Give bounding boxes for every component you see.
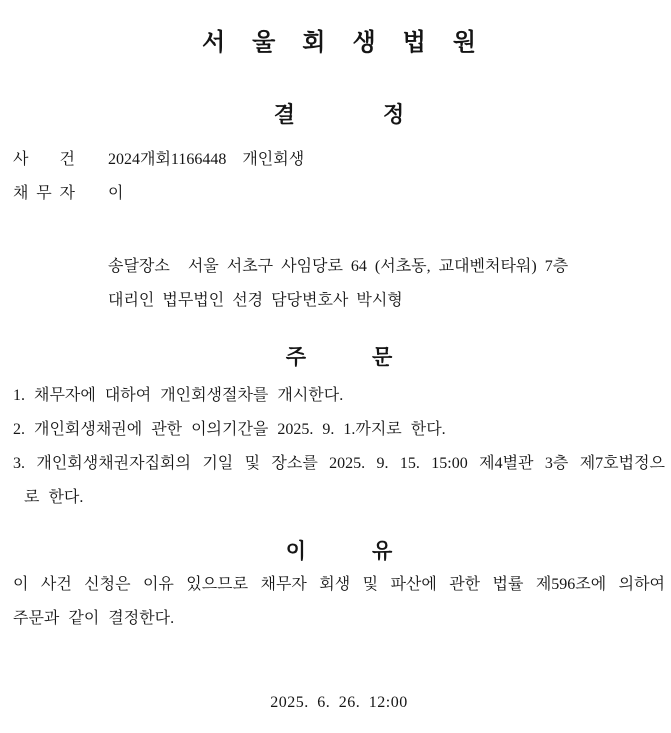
case-label: 사 건 xyxy=(13,151,75,168)
representative-line: 대리인 법무법인 선경 담당변호사 박시형 xyxy=(108,292,403,309)
decision-heading: 결정 xyxy=(273,102,493,127)
order-section-heading: 주문 xyxy=(285,346,459,369)
case-number-row xyxy=(13,150,665,170)
decision-datetime: 2025. 6. 26. 12:00 xyxy=(270,694,408,711)
order-item-3: 3. 개인회생채권자집회의 기일 및 장소를 2025. 9. 15. 15:00 제4별관 3층 제7호법정으 xyxy=(13,455,665,472)
order-item-1: 1. 채무자에 대하여 개인회생절차를 개시한다. xyxy=(13,387,344,404)
debtor-row xyxy=(13,184,665,204)
service-address-label: 송달장소 xyxy=(108,258,170,275)
debtor-name: 이 xyxy=(108,185,124,202)
service-address-value: 서울 서초구 사임당로 64 (서초동, 교대벤처타워) 7층 xyxy=(187,258,569,275)
case-type: 개인회생 xyxy=(242,151,305,168)
reason-line-1: 이 사건 신청은 이유 있으므로 채무자 회생 및 파산에 관한 법률 제596조에 의하여 xyxy=(13,576,665,593)
order-item-2: 2. 개인회생채권에 관한 이의기간을 2025. 9. 1.까지로 한다. xyxy=(13,421,446,438)
service-address-line xyxy=(13,257,665,277)
debtor-label: 채 무 자 xyxy=(13,185,75,202)
order-item-3-continued: 로 한다. xyxy=(24,489,84,506)
court-name-title: 서울회생법원 xyxy=(201,29,504,56)
reason-line-2: 주문과 같이 결정한다. xyxy=(13,610,175,627)
reason-section-heading: 이유 xyxy=(285,540,459,563)
case-number: 2024개회1166448 xyxy=(108,151,227,168)
